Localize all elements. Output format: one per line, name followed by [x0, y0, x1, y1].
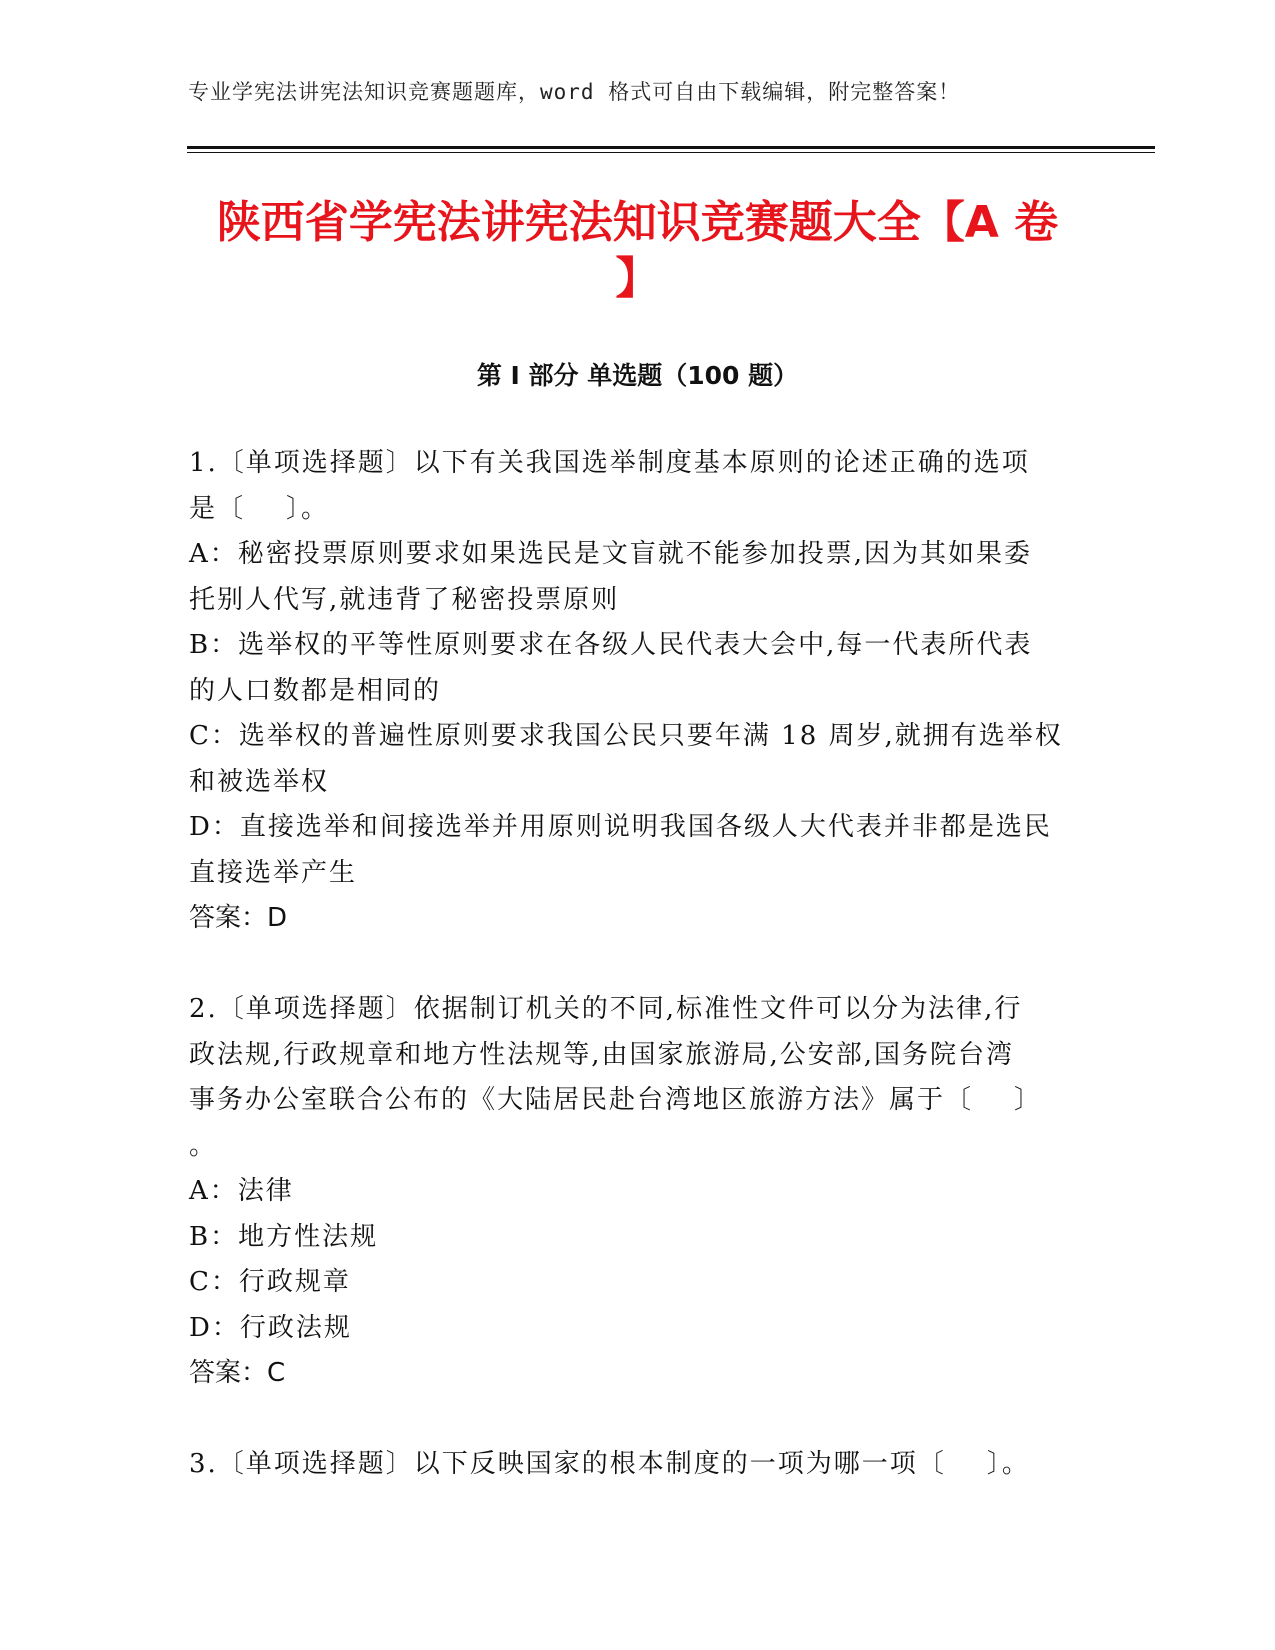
option-c: C：选举权的普遍性原则要求我国公民只要年满 18 周岁,就拥有选举权: [189, 721, 1063, 751]
question-line: 1.〔单项选择题〕以下有关我国选举制度基本原则的论述正确的选项: [189, 448, 1030, 478]
title-line-1: 陕西省学宪法讲宪法知识竞赛题大全【A 卷: [216, 197, 1059, 248]
option-d: D：直接选举和间接选举并用原则说明我国各级人大代表并非都是选民: [189, 812, 1052, 842]
option-c-cont: 和被选举权: [189, 766, 330, 797]
option-b-cont: 的人口数都是相同的: [189, 675, 442, 706]
option-d-cont: 直接选举产生: [189, 857, 358, 888]
section-heading: 第 I 部分 单选题（100 题）: [476, 361, 799, 390]
option-d: D：行政法规: [189, 1312, 352, 1343]
answer: 答案：D: [189, 903, 288, 933]
page-header: 专业学宪法讲宪法知识竞赛题题库，word 格式可自由下载编辑，附完整答案！: [188, 80, 961, 104]
option-a: A：法律: [189, 1176, 294, 1206]
question-2: [189, 987, 1074, 1397]
spacer: [189, 1397, 1074, 1443]
option-b: B：选举权的平等性原则要求在各级人民代表大会中,每一代表所代表: [189, 630, 1033, 660]
question-line: 3.〔单项选择题〕以下反映国家的根本制度的一项为哪一项〔 〕。: [189, 1449, 1030, 1479]
title-line-2: 】: [615, 253, 660, 304]
question-line: 政法规,行政规章和地方性法规等,由国家旅游局,公安部,国务院台湾: [189, 1039, 1015, 1070]
question-1: [189, 441, 1074, 942]
question-list: [189, 441, 1074, 1488]
spacer: [189, 942, 1074, 988]
question-line: 2.〔单项选择题〕依据制订机关的不同,标准性文件可以分为法律,行: [189, 994, 1023, 1024]
option-a: A：秘密投票原则要求如果选民是文盲就不能参加投票,因为其如果委: [189, 539, 1033, 569]
option-b: B：地方性法规: [189, 1221, 379, 1252]
question-line: 是〔 〕。: [189, 493, 330, 524]
question-3: [189, 1442, 1074, 1488]
question-line: 。: [189, 1130, 218, 1161]
header-rule-thick: [187, 146, 1155, 149]
option-a-cont: 托别人代写,就违背了秘密投票原则: [189, 584, 620, 615]
document-title: [190, 195, 1085, 307]
header-rule-thin: [187, 152, 1155, 153]
question-line: 事务办公室联合公布的《大陆居民赴台湾地区旅游方法》属于〔 〕: [189, 1085, 1043, 1115]
answer: 答案：C: [189, 1358, 286, 1388]
option-c: C：行政规章: [189, 1267, 351, 1297]
